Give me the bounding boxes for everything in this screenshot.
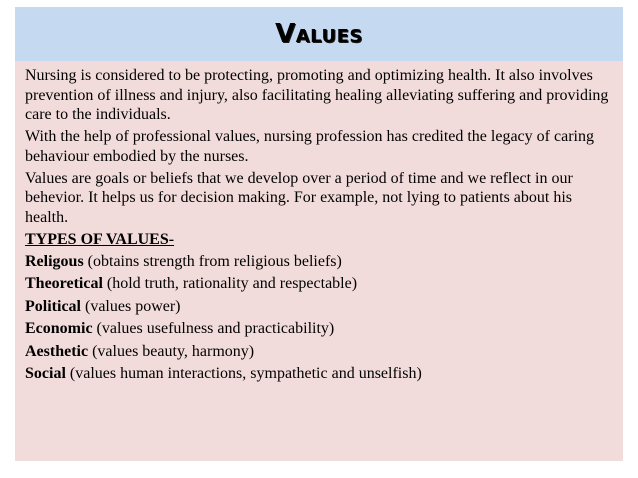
types-heading: TYPES OF VALUES- <box>25 230 175 248</box>
content-box <box>15 61 623 461</box>
type-desc: (values power) <box>80 297 181 315</box>
type-desc: (values human interactions, sympathetic and unselfish) <box>65 365 422 382</box>
paragraph-values-definition: Values are goals or beliefs that we develop over a period of time and we reflect in our behevior. It helps us for decision making. For example, not lying to patients about his health. <box>25 169 573 226</box>
type-desc: (values usefulness and practicability) <box>92 320 335 337</box>
type-name: Theoretical <box>25 275 103 292</box>
type-item-social <box>25 364 613 384</box>
type-item-religous <box>25 252 613 272</box>
type-name: Religous <box>25 252 84 270</box>
type-name: Economic <box>25 320 93 337</box>
title-bar <box>15 7 623 61</box>
paragraph-professional-values: With the help of professional values, nursing profession has credited the legacy of caring behaviour embodied by the nurses. <box>25 128 594 165</box>
paragraph-nursing: Nursing is considered to be protecting, promoting and optimizing health. It also involves prevention of illness and injury, also facilitating healing alleviating suffering and providing care to the individuals. <box>25 67 609 123</box>
type-name: Political <box>25 297 81 315</box>
type-desc: (obtains strength from religious beliefs) <box>83 252 342 270</box>
type-desc: (values beauty, harmony) <box>88 342 255 360</box>
slide-title: Values <box>275 19 363 49</box>
type-desc: (hold truth, rationality and respectable) <box>102 275 358 292</box>
type-item-political <box>25 297 613 317</box>
type-name: Aesthetic <box>25 342 89 360</box>
type-item-theoretical <box>25 274 613 294</box>
type-name: Social <box>25 365 66 382</box>
type-item-economic <box>25 319 613 339</box>
type-item-aesthetic <box>25 342 613 362</box>
